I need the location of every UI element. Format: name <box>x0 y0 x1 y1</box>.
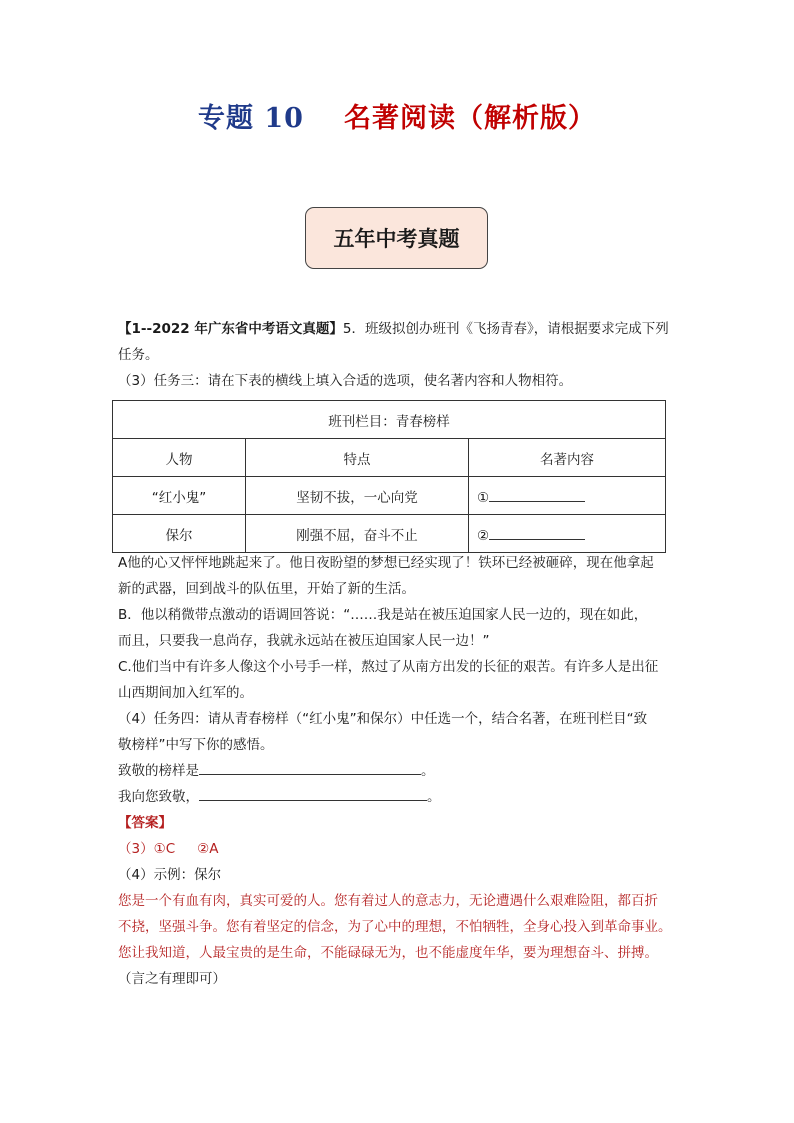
table-row <box>113 477 666 515</box>
question-intro <box>118 316 680 394</box>
answer-3-prefix: （3） <box>118 841 154 857</box>
question-intro-text: 5．班级拟创办班刊《飞扬青春》，请根据要求完成下列 <box>342 321 669 337</box>
blank-marker: ② <box>477 527 490 544</box>
table-cell-trait: 坚韧不拔，一心向党 <box>246 477 469 515</box>
option-c-line-1: C.他们当中有许多人像这个小号手一样，熬过了从南方出发的长征的艰苦。有许多人是出征 <box>118 659 659 675</box>
table-header: 特点 <box>246 439 469 477</box>
answer-blank[interactable] <box>489 524 585 540</box>
blank-marker: ① <box>477 489 490 506</box>
fill-label-1: 致敬的榜样是 <box>118 763 199 779</box>
answer-3-second: ②A <box>197 841 219 857</box>
fill-blank-2[interactable] <box>199 785 427 801</box>
options-block <box>118 550 680 992</box>
option-c-line-2: 山西期间加入红军的。 <box>118 685 253 701</box>
table-row <box>113 515 666 553</box>
option-a-line-1: A他的心又怦怦地跳起来了。他日夜盼望的梦想已经实现了！铁环已经被砸碎，现在他拿起 <box>118 555 654 571</box>
section-heading: 五年中考真题 <box>305 207 488 269</box>
answer-4-line-3: 您让我知道，人最宝贵的是生命，不能碌碌无为，也不能虚度年华，要为理想奋斗、拼搏。 <box>118 945 658 961</box>
table-cell-trait: 刚强不屈，奋斗不止 <box>246 515 469 553</box>
title-main: 名著阅读（解析版） <box>343 103 596 134</box>
fill-line-2 <box>118 784 680 810</box>
fill-period: 。 <box>421 763 435 779</box>
answer-note: （言之有理即可） <box>118 971 226 987</box>
table-cell-content[interactable] <box>469 477 666 515</box>
page-title <box>0 96 794 135</box>
answer-4-line-2: 不挠，坚强斗争。您有着坚定的信念，为了心中的理想，不怕牺牲，全身心投入到革命事业。 <box>118 919 672 935</box>
fill-period: 。 <box>427 789 441 805</box>
table-cell-person: “红小鬼” <box>113 477 246 515</box>
content-table <box>112 400 666 553</box>
table-header: 人物 <box>113 439 246 477</box>
table-cell-content[interactable] <box>469 515 666 553</box>
answer-4-line-1: 您是一个有血有肉，真实可爱的人。您有着过人的意志力，无论遭遇什么艰难险阻，都百折 <box>118 893 658 909</box>
fill-blank-1[interactable] <box>199 759 421 775</box>
option-a-line-2: 新的武器，回到战斗的队伍里，开始了新的生活。 <box>118 581 415 597</box>
table-caption: 班刊栏目：青春榜样 <box>113 401 666 439</box>
task3-text: （3）任务三：请在下表的横线上填入合适的选项，使名著内容和人物相符。 <box>118 373 573 389</box>
question-intro-text-2: 任务。 <box>118 347 159 363</box>
answer-4-heading: （4）示例：保尔 <box>118 867 222 883</box>
table-cell-person: 保尔 <box>113 515 246 553</box>
fill-line-1 <box>118 758 680 784</box>
answer-label: 【答案】 <box>118 815 172 831</box>
answer-3-first: ①C <box>153 841 176 857</box>
answer-blank[interactable] <box>489 486 585 502</box>
title-topic: 专题 10 <box>198 103 304 134</box>
fill-label-2: 我向您致敬， <box>118 789 199 805</box>
table-header: 名著内容 <box>469 439 666 477</box>
task4-line-2: 敬榜样”中写下你的感悟。 <box>118 737 274 753</box>
question-source: 【1--2022 年广东省中考语文真题】 <box>118 321 343 337</box>
option-b-line-2: 而且，只要我一息尚存，我就永远站在被压迫国家人民一边！” <box>118 633 490 649</box>
option-b-line-1: B．他以稍微带点激动的语调回答说：“……我是站在被压迫国家人民一边的，现在如此， <box>118 607 648 623</box>
task4-line-1: （4）任务四：请从青春榜样（“红小鬼”和保尔）中任选一个，结合名著，在班刊栏目“致 <box>118 711 648 727</box>
